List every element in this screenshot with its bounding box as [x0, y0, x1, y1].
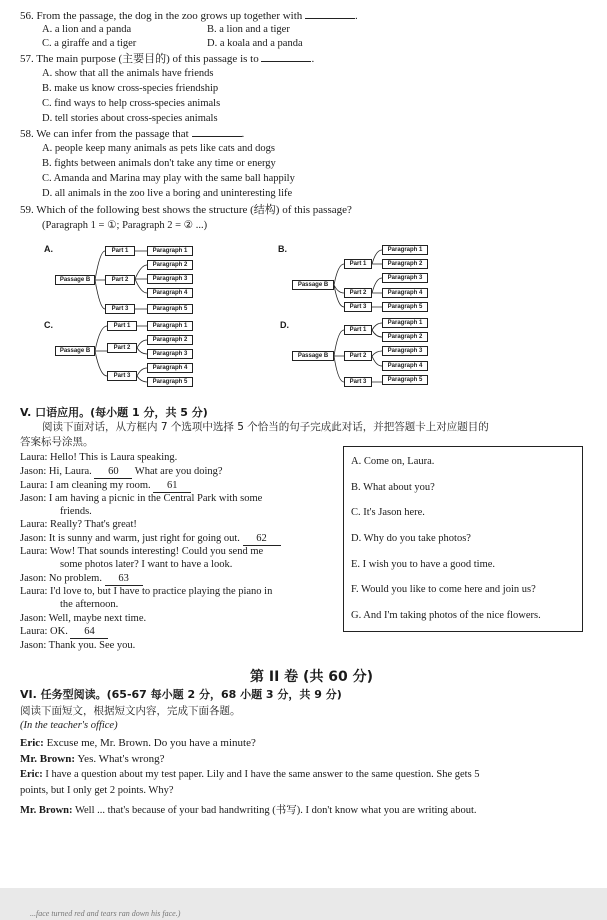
part-two-title: 第 II 卷 (共 60 分)	[250, 669, 374, 685]
dialog-line: Jason: I am having a picnic in the Central Park with some	[20, 493, 263, 504]
dialog-line: Laura: I'd love to, but I have to practice playing the piano in	[20, 586, 273, 597]
paragraph-box: Paragraph 2	[147, 260, 193, 270]
dialog-line: Mr. Brown: Yes. What's wrong?	[20, 753, 165, 765]
diagram-c	[55, 318, 215, 390]
paragraph-box: Paragraph 4	[382, 288, 428, 298]
part-box: Part 3	[344, 302, 372, 312]
dialog-line: Mr. Brown: Well ... that's because of your bad handwriting (书写). I don't know what you are writing about.	[20, 805, 477, 816]
dialog-line: Jason: Thank you. See you.	[20, 640, 136, 651]
part-box: Part 1	[105, 246, 135, 256]
q57-stem: 57. The main purpose (主要目的) of this passage is to .	[20, 53, 315, 65]
dialog-line: the afternoon.	[60, 599, 119, 610]
answer-blank	[192, 127, 242, 137]
dialog-line: Laura: Really? That's great!	[20, 519, 137, 530]
section-v-instruction: 阅读下面对话，从方框内 7 个选项中选择 5 个恰当的句子完成此对话，并把答题卡上对应题目的	[42, 421, 489, 433]
q58-stem: 58. We can infer from the passage that .	[20, 128, 245, 140]
blank-63: 63	[105, 572, 143, 586]
paragraph-box: Paragraph 4	[382, 361, 428, 371]
paragraph-box: Paragraph 2	[382, 259, 428, 269]
dialog-line: Eric: I have a question about my test paper. Lily and I have the same answer to the same question. She gets 5	[20, 769, 480, 780]
part-box: Part 2	[107, 343, 137, 353]
section-v-instruction-cont: 答案标号涂黑。	[20, 436, 94, 448]
dialog-line: points, but I only get 2 points. Why?	[20, 785, 174, 796]
blank-60: 60	[94, 465, 132, 479]
dialog-line: Jason: No problem. 63	[20, 572, 143, 586]
option-a: A. Come on, Laura.	[351, 456, 435, 467]
diagram-a	[55, 243, 215, 318]
paragraph-box: Paragraph 1	[147, 321, 193, 331]
blank-64: 64	[70, 625, 108, 639]
option-g: G. And I'm taking photos of the nice flowers.	[351, 610, 541, 621]
next-page-fragment: ...face turned red and tears ran down his face.)	[30, 909, 181, 918]
passage-box: Passage B	[292, 280, 334, 290]
paragraph-box: Paragraph 1	[147, 246, 193, 256]
dialog-setting: (In the teacher's office)	[20, 720, 118, 731]
paragraph-box: Paragraph 2	[147, 335, 193, 345]
dialog-line: Jason: Well, maybe next time.	[20, 613, 147, 624]
option-c: C. It's Jason here.	[351, 507, 425, 518]
answer-blank	[305, 9, 355, 19]
blank-61: 61	[153, 479, 191, 493]
paragraph-box: Paragraph 4	[147, 363, 193, 373]
options-box	[343, 446, 583, 632]
passage-box: Passage B	[292, 351, 334, 361]
blank-62: 62	[243, 532, 281, 546]
part-box: Part 1	[344, 259, 372, 269]
part-box: Part 3	[107, 371, 137, 381]
q57-option-d: D. tell stories about cross-species animals	[42, 113, 218, 124]
diagram-d-label: D.	[280, 320, 289, 330]
paragraph-box: Paragraph 1	[382, 245, 428, 255]
option-f: F. Would you like to come here and join us?	[351, 584, 536, 595]
part-box: Part 3	[344, 377, 372, 387]
q58-option-b: B. fights between animals don't take any time or energy	[42, 158, 276, 169]
diagram-c-label: C.	[44, 320, 53, 330]
q56-option-c: C. a giraffe and a tiger	[42, 38, 137, 49]
paragraph-box: Paragraph 3	[147, 274, 193, 284]
part-box: Part 1	[344, 325, 372, 335]
q57-option-c: C. find ways to help cross-species animals	[42, 98, 221, 109]
part-box: Part 2	[344, 288, 372, 298]
q59-subtitle: (Paragraph 1 = ①; Paragraph 2 = ② ...)	[42, 220, 208, 231]
dialog-line: Laura: I am cleaning my room. 61	[20, 479, 191, 493]
q58-option-c: C. Amanda and Marina may play with the same ball happily	[42, 173, 295, 184]
dialog-line: Jason: It is sunny and warm, just right for going out. 62	[20, 532, 281, 546]
dialog-line: some photos later? I want to have a look.	[60, 559, 233, 570]
paragraph-box: Paragraph 1	[382, 318, 428, 328]
answer-blank	[261, 52, 311, 62]
dialog-line: Jason: Hi, Laura. 60 What are you doing?	[20, 466, 223, 477]
q58-option-d: D. all animals in the zoo live a boring and uninteresting life	[42, 188, 293, 199]
paragraph-box: Paragraph 2	[382, 332, 428, 342]
q57-option-a: A. show that all the animals have friends	[42, 68, 214, 79]
q58-option-a: A. people keep many animals as pets like cats and dogs	[42, 143, 275, 154]
q59-stem: 59. Which of the following best shows the structure (结构) of this passage?	[20, 204, 352, 216]
part-box: Part 2	[344, 351, 372, 361]
option-b: B. What about you?	[351, 482, 435, 493]
q56-option-a: A. a lion and a panda	[42, 24, 132, 35]
paragraph-box: Paragraph 3	[382, 346, 428, 356]
paragraph-box: Paragraph 5	[382, 302, 428, 312]
passage-box: Passage B	[55, 346, 95, 356]
dialog-line: Laura: Hello! This is Laura speaking.	[20, 452, 178, 463]
q56-option-b: B. a lion and a tiger	[207, 24, 290, 35]
diagram-b-label: B.	[278, 244, 287, 254]
dialog-line: Eric: Excuse me, Mr. Brown. Do you have a minute?	[20, 737, 256, 749]
paragraph-box: Paragraph 4	[147, 288, 193, 298]
diagram-b	[292, 243, 442, 318]
paragraph-box: Paragraph 3	[147, 349, 193, 359]
q57-option-b: B. make us know cross-species friendship	[42, 83, 219, 94]
section-vi-instruction: 阅读下面短文，根据短文内容，完成下面各题。	[20, 705, 241, 717]
paragraph-box: Paragraph 5	[147, 304, 193, 314]
option-e: E. I wish you to have a good time.	[351, 559, 496, 570]
paragraph-box: Paragraph 5	[147, 377, 193, 387]
paragraph-box: Paragraph 3	[382, 273, 428, 283]
section-v-title: V. 口语应用。(每小题 1 分，共 5 分)	[20, 406, 208, 419]
diagram-a-label: A.	[44, 244, 53, 254]
option-d: D. Why do you take photos?	[351, 533, 471, 544]
section-vi-title: VI. 任务型阅读。(65-67 每小题 2 分，68 小题 3 分，共 9 分)	[20, 688, 342, 701]
dialog-line: friends.	[60, 506, 92, 517]
q56-option-d: D. a koala and a panda	[207, 38, 303, 49]
passage-box: Passage B	[55, 275, 95, 285]
diagram-d	[292, 316, 442, 390]
part-box: Part 3	[105, 304, 135, 314]
part-box: Part 2	[105, 275, 135, 285]
paragraph-box: Paragraph 5	[382, 375, 428, 385]
q56-stem: 56. From the passage, the dog in the zoo grows up together with .	[20, 10, 358, 22]
dialog-line: Laura: OK. 64	[20, 625, 108, 639]
dialog-line: Laura: Wow! That sounds interesting! Could you send me	[20, 546, 264, 557]
part-box: Part 1	[107, 321, 137, 331]
